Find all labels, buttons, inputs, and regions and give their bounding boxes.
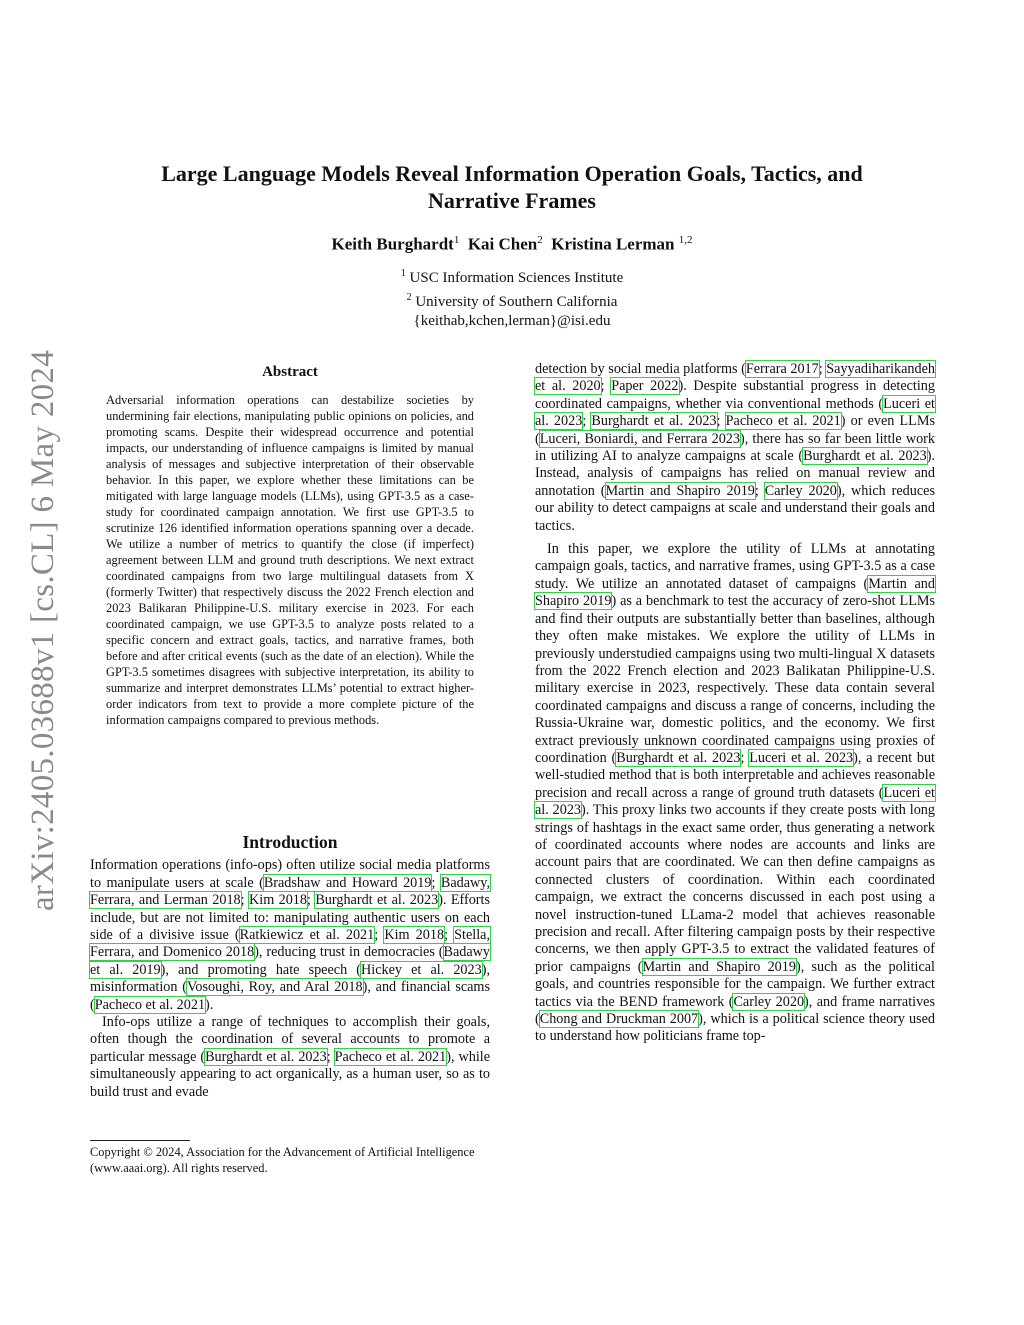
citation-link[interactable]: Pacheco et al. 2021 [94,996,206,1013]
affiliation-text: University of Southern California [415,294,618,310]
paper-title [110,160,914,214]
abstract-body: Adversarial information operations can destabilize societies by undermining fair elections, manipulating public opinions on policies, and promoting scams. Despite their widespread occurrence and potential impacts, our understanding of influence campaigns is limited by manual analysis of messages and subjective interpretation of their observable behavior. In this paper, we explore whether these limitations can be mitigated with large language models (LLMs), using GPT-3.5 as a case-study for coordinated campaign annotation. We first use GPT-3.5 to scrutinize 126 identified information operations spanning over a decade. We utilize a number of metrics to quantify the close (if imperfect) agreement between LLM and ground truth descriptions. We next extract coordinated campaigns from two large multilingual datasets from X (formerly Twitter) that respectively discuss the 2022 French election and 2023 Balikaran Philippine-U.S. military exercise in 2023. For each coordinated campaign, we use GPT-3.5 to analyze posts related to a specific concern and extract goals, tactics, and narrative frames, both before and after critical events (such as the date of an election). While the GPT-3.5 sometimes disagrees with subjective interpretation, its ability to summarize and interpret demonstrates LLMs’ potential to extract higher-order indicators from text to provide a more complete picture of the information campaigns compared to previous methods. [106,393,474,727]
abstract-section [106,364,474,728]
abstract-heading: Abstract [262,364,318,380]
citation-link[interactable]: Burghardt et al. 2023 [315,892,439,909]
citation-link[interactable]: Hickey et al. 2023 [361,961,482,978]
author-affiliation-mark: 1 [453,234,460,246]
affiliation-text: USC Information Sciences Institute [409,270,624,286]
citation-link[interactable]: Badawy et al. 2019 [90,944,490,978]
citation-link[interactable]: Ferrara 2017 [745,361,819,377]
intro-paragraph-1: Information operations (info-ops) often utilize social media platforms to manipulate users at scale (Bradshaw and Howard 2019; Badawy, Ferrara, and Lerman 2018; Kim 2018; Burghardt et al. 2023). Efforts include, but are not limited to: manipulating authentic users on each side of a divisive issue (Ratkiewicz et al. 2021; Kim 2018; Stella, Ferrara, and Domenico 2018), reducing trust in democracies (Badawy et al. 2019), and promoting hate speech (Hickey et al. 2023), misinformation (Vosoughi, Roy, and Aral 2018), and financial scams (Pacheco et al. 2021). [90,857,490,1013]
citation-link[interactable]: Ratkiewicz et al. 2021 [239,927,375,944]
title-line-2: Narrative Frames [428,188,596,213]
citation-link[interactable]: Kim 2018 [384,927,445,944]
citation-link[interactable]: Carley 2020 [733,993,805,1010]
citation-link[interactable]: Carley 2020 [764,482,837,499]
affiliation-mark: 1 [400,268,406,279]
author-name: Kai Chen [467,234,538,254]
copyright-text: Copyright © 2024, Association for the Advancement of Artificial Intelligence (www.aaai.org). All rights reserved. [90,1145,475,1175]
citation-link[interactable]: Stella, Ferrara, and Domenico 2018 [90,927,490,961]
right-paragraph-1: detection by social media platforms (Ferrara 2017; Sayyadiharikandeh et al. 2020; Paper 2022). Despite substantial progress in detecting coordinated campaigns, whether via conventional methods (Luceri et al. 2023; Burghardt et al. 2023; Pacheco et al. 2021) or even LLMs (Luceri, Boniardi, and Ferrara 2023), there has so far been little work in utilizing AI to analyze campaigns at scale (Burghardt et al. 2023). Instead, analysis of campaigns has relied on manual review and annotation (Martin and Shapiro 2019; Carley 2020), which reduces our ability to detect campaigns at scale and understand their goals and tactics. [535,361,936,534]
citation-link[interactable]: Kim 2018 [249,892,307,909]
title-line-1: Large Language Models Reveal Information Operation Goals, Tactics, and [161,161,863,186]
author-emails: {keithab,kchen,lerman}@isi.edu [413,313,611,329]
copyright-footnote [90,1140,490,1176]
affiliations [110,264,914,331]
affiliation-mark: 2 [406,292,412,303]
citation-link[interactable]: Pacheco et al. 2021 [725,413,841,430]
citation-link[interactable]: Luceri et al. 2023 [535,784,935,819]
citation-link[interactable]: Martin and Shapiro 2019 [605,482,755,499]
affiliation-line [110,288,914,312]
citation-link[interactable]: Vosoughi, Roy, and Aral 2018 [187,979,363,996]
citation-link[interactable]: Luceri, Boniardi, and Ferrara 2023 [539,430,740,447]
arxiv-stamp-text: arXiv:2405.03688v1 [cs.CL] 6 May 2024 [25,349,62,911]
citation-link[interactable]: Martin and Shapiro 2019 [642,958,796,975]
author-name: Keith Burghardt [331,234,454,254]
citation-link[interactable]: Bradshaw and Howard 2019 [263,874,432,891]
citation-link[interactable]: Luceri et al. 2023 [535,395,936,430]
author-affiliation-mark: 1,2 [678,234,693,246]
citation-link[interactable]: Paper 2022 [611,378,679,395]
citation-link[interactable]: Badawy, Ferrara, and Lerman 2018 [90,874,490,909]
right-paragraph-2: In this paper, we explore the utility of LLMs at annotating campaign goals, tactics, and narrative frames, using GPT-3.5 as a case study. We utilize an annotated dataset of campaigns (Martin and Shapiro 2019) as a benchmark to test the accuracy of zero-shot LLMs and find their outputs are substantially better than baselines, although they often make mistakes. We explore the utility of LLMs in previously understudied campaigns using two multi-lingual X datasets from the 2022 French election and 2023 Balikatan Philippine-U.S. military exercise in 2023, respectively. These data contain several coordinated campaigns and discuss a range of concerns, including the Russia-Ukraine war, domestic politics, and the economy. We first extract previously unknown coordinated campaigns using proxies of coordination (Burghardt et al. 2023; Luceri et al. 2023), a recent but well-studied method that is both interpretable and achieves reasonable precision and recall across a range of ground truth datasets (Luceri et al. 2023). This proxy links two accounts if they create posts with long strings of hashtags in the exact same order, thus generating a network of coordinated accounts where nodes are accounts and links are account pairs that are coordinated. We can then define campaigns as connected clusters of coordination. Within each coordinated campaign, we extract the concerns discussed in each post using a novel instruction-tuned LLama-2 model that achieves reasonable precision and recall. After filtering campaign posts by their respective concerns, we then apply GPT-3.5 to extract the validated features of prior campaigns (Martin and Shapiro 2019), such as the political goals, and countries responsible for the campaign. We further extract tactics via the BEND framework (Carley 2020), and frame narratives (Chong and Druckman 2007), which is a political science theory used to understand how politicians frame top- [535,541,935,1045]
footnote-rule-mask [190,1138,500,1142]
introduction-section [90,834,490,1101]
author-name: Kristina Lerman [551,234,675,254]
citation-link[interactable]: Burghardt et al. 2023 [616,749,741,766]
intro-paragraph-2: Info-ops utilize a range of techniques to accomplish their goals, often though the coordination of several accounts to promote a particular message (Burghardt et al. 2023; Pacheco et al. 2021), while simultaneously appearing to act organically, as a human user, so as to build trust and evade [90,1014,491,1100]
author-affiliation-mark: 2 [537,234,543,246]
affiliation-line [110,264,914,288]
citation-link[interactable]: Martin and Shapiro 2019 [535,575,935,610]
citation-link[interactable]: Chong and Druckman 2007 [539,1011,699,1028]
arxiv-identifier-stamp [24,280,64,980]
author-list [110,234,914,255]
citation-link[interactable]: Luceri et al. 2023 [749,749,854,766]
citation-link[interactable]: Sayyadiharikandeh et al. 2020 [535,361,935,395]
citation-link[interactable]: Burghardt et al. 2023 [591,413,717,430]
citation-link[interactable]: Pacheco et al. 2021 [334,1048,447,1065]
citation-link[interactable]: Burghardt et al. 2023 [803,448,927,465]
right-column [535,361,935,1046]
introduction-heading: Introduction [242,832,338,852]
citation-link[interactable]: Burghardt et al. 2023 [205,1048,327,1065]
